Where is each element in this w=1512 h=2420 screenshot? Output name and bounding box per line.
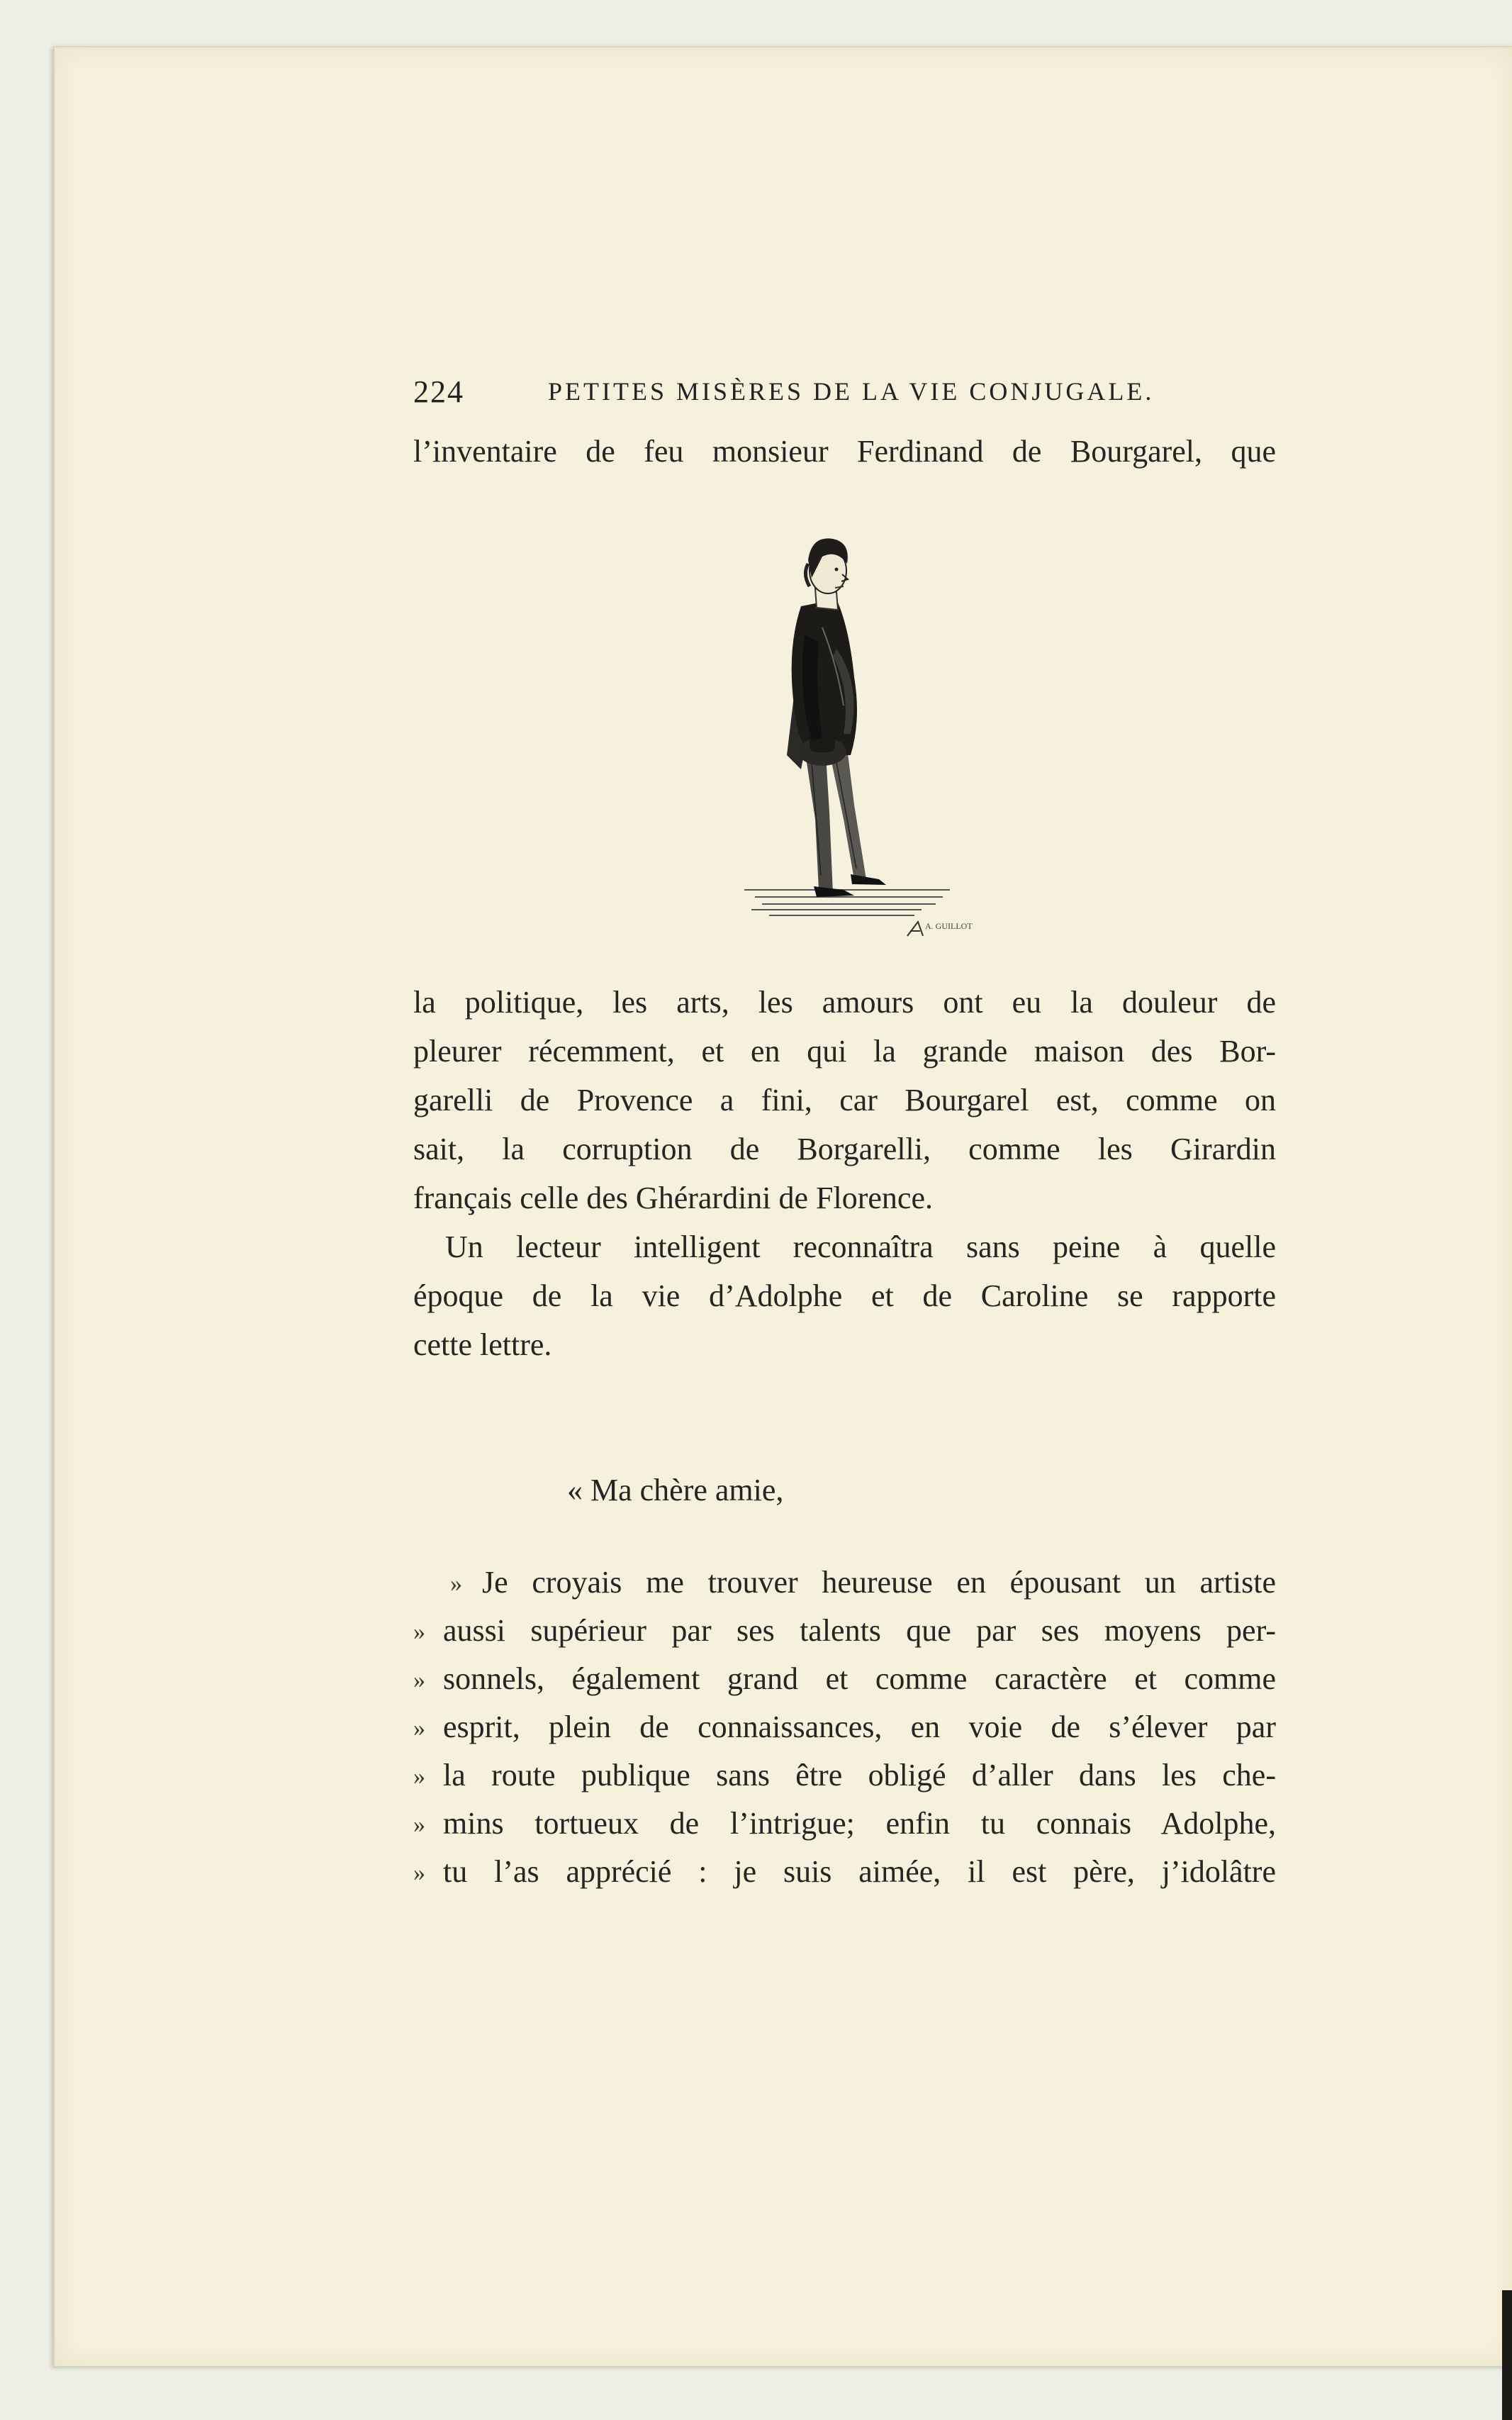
book-spine-edge xyxy=(1502,2290,1512,2420)
letter-line: sonnels, également grand et comme caractère et comme xyxy=(443,1661,1276,1696)
illustration-gentleman xyxy=(737,521,978,954)
quote-mark: » xyxy=(413,1667,425,1693)
text-line: la politique, les arts, les amours ont eu la douleur de xyxy=(413,985,1276,1020)
page-header xyxy=(413,374,1276,409)
running-title: PETITES MISÈRES DE LA VIE CONJUGALE. xyxy=(548,377,1155,406)
illustration-signature xyxy=(907,921,973,936)
text-line: français celle des Ghérardini de Florence. xyxy=(413,1181,933,1215)
letter-line: la route publique sans être obligé d’aller dans les che- xyxy=(443,1758,1276,1792)
letter-line: tu l’as apprécié : je suis aimée, il est père, j’idolâtre xyxy=(443,1854,1276,1889)
quote-mark: » xyxy=(413,1763,425,1790)
quote-mark: » xyxy=(413,1715,425,1741)
text-line: garelli de Provence a fini, car Bourgarel est, comme on xyxy=(413,1083,1276,1117)
quote-mark: » xyxy=(413,1812,425,1838)
quote-mark: » xyxy=(450,1571,462,1597)
text-line: pleurer récemment, et en qui la grande maison des Bor- xyxy=(413,1034,1276,1069)
quote-mark: » xyxy=(413,1619,425,1645)
text-line: Un lecteur intelligent reconnaîtra sans peine à quelle xyxy=(445,1229,1276,1264)
letter-line: mins tortueux de l’intrigue; enfin tu connais Adolphe, xyxy=(443,1806,1276,1841)
svg-text:A. GUILLOT: A. GUILLOT xyxy=(925,921,973,931)
letter-salutation: « Ma chère amie, xyxy=(567,1473,784,1507)
letter-line: aussi supérieur par ses talents que par ses moyens per- xyxy=(443,1613,1276,1648)
quote-mark: » xyxy=(413,1860,425,1886)
text-line: sait, la corruption de Borgarelli, comme les Girardin xyxy=(413,1132,1276,1166)
text-line-first: l’inventaire de feu monsieur Ferdinand de Bourgarel, que xyxy=(413,434,1276,469)
letter-line: Je croyais me trouver heureuse en épousant un artiste xyxy=(482,1565,1276,1600)
text-line: époque de la vie d’Adolphe et de Caroline se rapporte xyxy=(413,1278,1276,1313)
letter-line: esprit, plein de connaissances, en voie de s’élever par xyxy=(443,1710,1276,1744)
text-line: cette lettre. xyxy=(413,1327,552,1362)
page-number: 224 xyxy=(413,374,464,409)
